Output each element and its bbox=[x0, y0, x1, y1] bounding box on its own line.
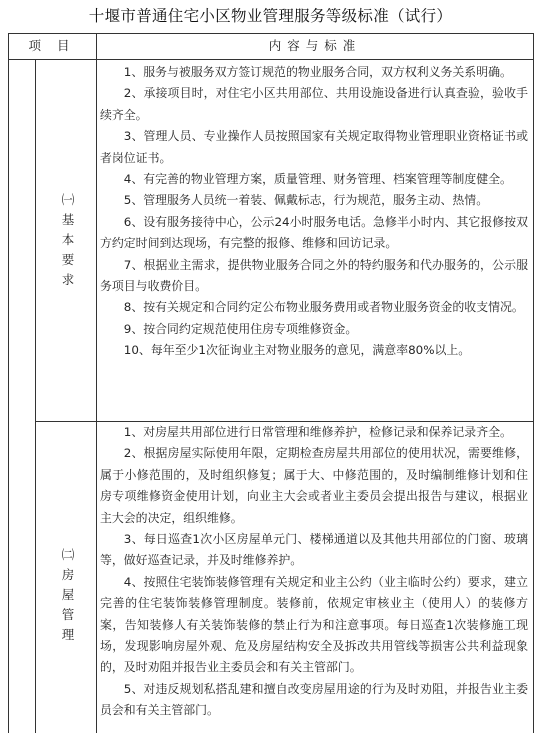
section-label-char: 理 bbox=[61, 627, 75, 642]
standard-item: 4、有完善的物业管理方案，质量管理、财务管理、档案管理等制度健全。 bbox=[123, 172, 512, 187]
header-item-column: 项 目 bbox=[28, 38, 76, 53]
section-content-housing-management bbox=[96, 422, 534, 722]
left-border bbox=[8, 33, 9, 733]
standard-item: 6、设有服务接待中心，公示24小时服务电话。急修半小时内、其它报修按双方约定时间到达现场，有完整的报修、维修和回访记录。 bbox=[100, 214, 528, 251]
standard-item: 5、对违反规划私搭乱建和擅自改变房屋用途的行为及时劝阻，并报告业主委员会和有关主管部门。 bbox=[100, 681, 528, 718]
standard-item: 8、按有关规定和合同约定公布物业服务费用或者物业服务资金的收支情况。 bbox=[123, 300, 524, 315]
section-label-char: 要 bbox=[61, 252, 75, 267]
standard-item: 10、每年至少1次征询业主对物业服务的意见，满意率80%以上。 bbox=[123, 343, 471, 358]
standard-item: 7、根据业主需求，提供物业服务合同之外的特约服务和代办服务的，公示服务项目与收费价目。 bbox=[100, 257, 528, 294]
header-bottom-rule bbox=[8, 59, 534, 60]
section-label-char: ㈡ bbox=[61, 547, 75, 562]
standard-item: 3、每日巡查1次小区房屋单元门、楼梯通道以及其他共用部位的门窗、玻璃等，做好巡查记录，并及时维修养护。 bbox=[100, 532, 528, 568]
section-content-basic-requirements bbox=[96, 62, 534, 362]
section-label-basic-requirements bbox=[57, 190, 79, 290]
section-label-char: 房 bbox=[61, 567, 75, 582]
section-label-char: 屋 bbox=[61, 587, 75, 602]
section-label-housing-management bbox=[57, 545, 79, 645]
standard-item: 5、管理服务人员统一着装、佩戴标志，行为规范，服务主动、热情。 bbox=[123, 193, 489, 208]
standard-item: 1、对房屋共用部位进行日常管理和维修养护，检修记录和保养记录齐全。 bbox=[123, 425, 512, 439]
section-label-char: ㈠ bbox=[61, 192, 75, 207]
standard-item: 4、按照住宅装饰装修管理有关规定和业主公约（业主临时公约）要求，建立完善的住宅装饰装修管理制度。装修前，依规定审核业主（使用人）的装修方案，告知装修人有关装饰装修的禁止行为和注意事项。每日巡查1次装修施工现场，发现影响房屋外观、危及房屋结构安全及拆改共用管线等损害公共利益现象的，及时劝阻并报告业主委员会和有关主管部门。 bbox=[100, 574, 528, 675]
standard-item: 2、根据房屋实际使用年限，定期检查房屋共用部位的使用状况，需要维修，属于小修范围的，及时组织修复；属于大、中修范围的，及时编制维修计划和住房专项维修资金使用计划，向业主大会或者业主委员会提出报告与建议，根据业主大会的决定，组织维修。 bbox=[100, 446, 528, 525]
document-title: 十堰市普通住宅小区物业管理服务等级标准（试行） bbox=[88, 7, 453, 25]
standard-item: 1、服务与被服务双方签订规范的物业服务合同，双方权利义务关系明确。 bbox=[123, 65, 512, 79]
standard-item: 3、管理人员、专业操作人员按照国家有关规定取得物业管理职业资格证书或者岗位证书。 bbox=[100, 129, 528, 165]
inner-col-rule bbox=[35, 59, 36, 733]
section-label-char: 本 bbox=[61, 232, 75, 247]
header-content-column: 内容与标准 bbox=[268, 38, 362, 53]
section-label-char: 求 bbox=[61, 272, 75, 287]
standard-item: 9、按合同约定规范使用住房专项维修资金。 bbox=[123, 321, 358, 336]
section-label-char: 管 bbox=[61, 607, 75, 622]
standard-item: 2、承接项目时，对住宅小区共用部位、共用设施设备进行认真查验，验收手续齐全。 bbox=[100, 86, 528, 122]
section-label-char: 基 bbox=[61, 212, 75, 227]
